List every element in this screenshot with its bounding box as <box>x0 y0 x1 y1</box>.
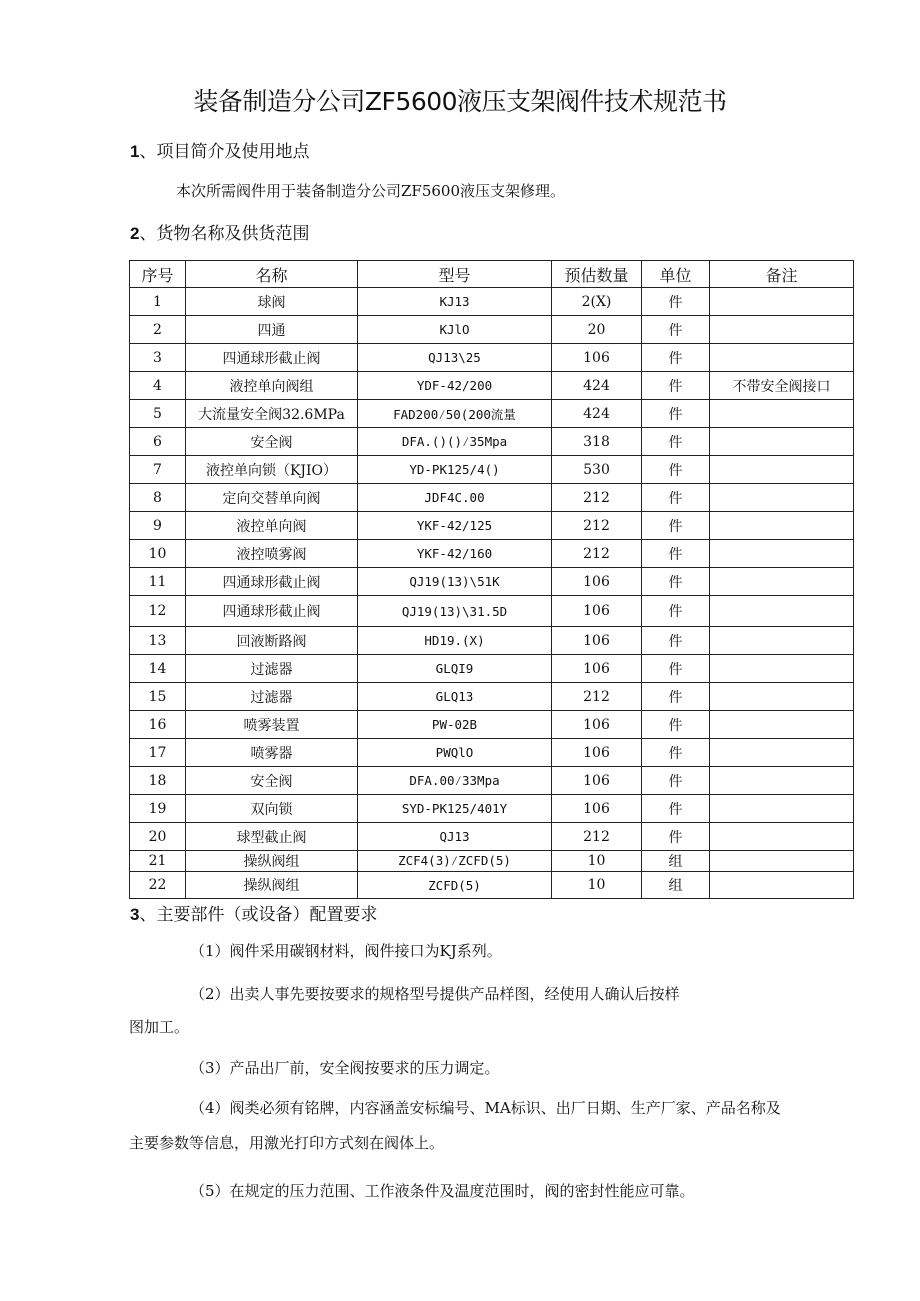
table-row <box>130 372 854 400</box>
model-cell: DFA.00⁄33Mpa <box>358 767 552 795</box>
name-cell: 回液断路阀 <box>186 627 358 655</box>
model-cell: FAD200⁄50(200流量 <box>358 400 552 428</box>
remark-cell <box>710 568 854 596</box>
model-cell: SYD-PK125/401Y <box>358 795 552 823</box>
section-2-heading <box>130 219 309 244</box>
section-title: 项目简介及使用地点 <box>156 142 310 162</box>
table-row <box>130 627 854 655</box>
remark-cell <box>710 795 854 823</box>
section-1-heading <box>130 137 309 162</box>
table-row <box>130 540 854 568</box>
row-number-cell: 18 <box>130 767 186 795</box>
section-separator: 、 <box>139 224 157 244</box>
row-number-cell: 1 <box>130 288 186 316</box>
row-number-cell: 16 <box>130 711 186 739</box>
row-number-cell: 20 <box>130 823 186 851</box>
table-row <box>130 344 854 372</box>
unit-cell: 件 <box>642 400 710 428</box>
name-cell: 四通球形截止阀 <box>186 596 358 627</box>
section-number: 2 <box>130 224 140 243</box>
row-number-cell: 14 <box>130 655 186 683</box>
model-cell: YKF-42/160 <box>358 540 552 568</box>
quantity-cell: 106 <box>552 767 642 795</box>
quantity-cell: 2(X) <box>552 288 642 316</box>
quantity-cell: 10 <box>552 851 642 872</box>
quantity-cell: 106 <box>552 568 642 596</box>
table-header-row <box>130 261 854 288</box>
table-row <box>130 739 854 767</box>
intro-paragraph: 本次所需阀件用于装备制造分公司ZF5600液压支架修理。 <box>176 182 566 200</box>
header-cell: 型号 <box>358 261 552 288</box>
remark-cell <box>710 767 854 795</box>
requirement-1: （1）阀件采用碳钢材料，阀件接口为KJ系列。 <box>190 942 502 960</box>
remark-cell <box>710 288 854 316</box>
requirement-2: （2）出卖人事先要按要求的规格型号提供产品样图，经使用人确认后按样 <box>190 985 680 1003</box>
header-cell: 单位 <box>642 261 710 288</box>
table-row <box>130 456 854 484</box>
unit-cell: 件 <box>642 711 710 739</box>
model-cell: DFA.()()⁄35Mpa <box>358 428 552 456</box>
header-cell: 预估数量 <box>552 261 642 288</box>
model-cell: GLQI9 <box>358 655 552 683</box>
name-cell: 操纵阀组 <box>186 851 358 872</box>
name-cell: 定向交替单向阀 <box>186 484 358 512</box>
table-row <box>130 872 854 899</box>
table-row <box>130 596 854 627</box>
row-number-cell: 21 <box>130 851 186 872</box>
section-separator: 、 <box>139 905 157 925</box>
quantity-cell: 106 <box>552 627 642 655</box>
table-row <box>130 288 854 316</box>
quantity-cell: 212 <box>552 683 642 711</box>
unit-cell: 件 <box>642 428 710 456</box>
requirement-5: （5）在规定的压力范围、工作液条件及温度范围时，阀的密封性能应可靠。 <box>190 1182 695 1200</box>
quantity-cell: 106 <box>552 739 642 767</box>
quantity-cell: 106 <box>552 795 642 823</box>
row-number-cell: 4 <box>130 372 186 400</box>
table-row <box>130 568 854 596</box>
name-cell: 操纵阀组 <box>186 872 358 899</box>
row-number-cell: 5 <box>130 400 186 428</box>
row-number-cell: 12 <box>130 596 186 627</box>
name-cell: 过滤器 <box>186 655 358 683</box>
unit-cell: 组 <box>642 872 710 899</box>
remark-cell <box>710 596 854 627</box>
row-number-cell: 6 <box>130 428 186 456</box>
quantity-cell: 106 <box>552 655 642 683</box>
header-cell: 备注 <box>710 261 854 288</box>
name-cell: 安全阀 <box>186 767 358 795</box>
remark-cell <box>710 540 854 568</box>
unit-cell: 件 <box>642 288 710 316</box>
remark-cell: 不带安全阀接口 <box>710 372 854 400</box>
row-number-cell: 11 <box>130 568 186 596</box>
row-number-cell: 9 <box>130 512 186 540</box>
table-row <box>130 823 854 851</box>
name-cell: 四通 <box>186 316 358 344</box>
quantity-cell: 212 <box>552 512 642 540</box>
name-cell: 球型截止阀 <box>186 823 358 851</box>
model-cell: HD19.(X) <box>358 627 552 655</box>
model-cell: YD-PK125/4() <box>358 456 552 484</box>
quantity-cell: 424 <box>552 372 642 400</box>
model-cell: QJ13\25 <box>358 344 552 372</box>
row-number-cell: 8 <box>130 484 186 512</box>
section-number: 3 <box>130 905 140 924</box>
remark-cell <box>710 400 854 428</box>
unit-cell: 件 <box>642 512 710 540</box>
model-cell: KJ13 <box>358 288 552 316</box>
unit-cell: 件 <box>642 655 710 683</box>
name-cell: 过滤器 <box>186 683 358 711</box>
table-row <box>130 512 854 540</box>
remark-cell <box>710 428 854 456</box>
quantity-cell: 106 <box>552 344 642 372</box>
name-cell: 安全阀 <box>186 428 358 456</box>
model-cell: ZCFD(5) <box>358 872 552 899</box>
name-cell: 喷雾装置 <box>186 711 358 739</box>
section-title: 主要部件（或设备）配置要求 <box>156 905 378 925</box>
unit-cell: 件 <box>642 344 710 372</box>
quantity-cell: 20 <box>552 316 642 344</box>
unit-cell: 件 <box>642 767 710 795</box>
model-cell: QJ13 <box>358 823 552 851</box>
row-number-cell: 7 <box>130 456 186 484</box>
name-cell: 液控单向阀组 <box>186 372 358 400</box>
model-cell: PWQlO <box>358 739 552 767</box>
row-number-cell: 15 <box>130 683 186 711</box>
quantity-cell: 106 <box>552 711 642 739</box>
table-row <box>130 683 854 711</box>
remark-cell <box>710 627 854 655</box>
document-title: 装备制造分公司ZF5600液压支架阀件技术规范书 <box>193 87 727 116</box>
remark-cell <box>710 851 854 872</box>
requirement-3: （3）产品出厂前，安全阀按要求的压力调定。 <box>190 1059 500 1077</box>
unit-cell: 件 <box>642 456 710 484</box>
quantity-cell: 318 <box>552 428 642 456</box>
header-cell: 序号 <box>130 261 186 288</box>
row-number-cell: 13 <box>130 627 186 655</box>
unit-cell: 件 <box>642 484 710 512</box>
valve-spec-table <box>129 260 854 899</box>
unit-cell: 件 <box>642 316 710 344</box>
row-number-cell: 17 <box>130 739 186 767</box>
name-cell: 球阀 <box>186 288 358 316</box>
quantity-cell: 10 <box>552 872 642 899</box>
name-cell: 液控单向锁（KJIO） <box>186 456 358 484</box>
unit-cell: 件 <box>642 596 710 627</box>
table-row <box>130 400 854 428</box>
remark-cell <box>710 344 854 372</box>
name-cell: 液控单向阀 <box>186 512 358 540</box>
requirement-4: （4）阀类必须有铭牌，内容涵盖安标编号、MA标识、出厂日期、生产厂家、产品名称及 <box>190 1099 781 1117</box>
row-number-cell: 22 <box>130 872 186 899</box>
table-row <box>130 795 854 823</box>
quantity-cell: 212 <box>552 540 642 568</box>
remark-cell <box>710 739 854 767</box>
name-cell: 双向锁 <box>186 795 358 823</box>
table-row <box>130 316 854 344</box>
model-cell: KJlO <box>358 316 552 344</box>
remark-cell <box>710 512 854 540</box>
unit-cell: 件 <box>642 795 710 823</box>
table-row <box>130 484 854 512</box>
remark-cell <box>710 823 854 851</box>
remark-cell <box>710 484 854 512</box>
row-number-cell: 2 <box>130 316 186 344</box>
name-cell: 喷雾器 <box>186 739 358 767</box>
quantity-cell: 106 <box>552 596 642 627</box>
name-cell: 液控喷雾阀 <box>186 540 358 568</box>
unit-cell: 组 <box>642 851 710 872</box>
table-row <box>130 655 854 683</box>
quantity-cell: 424 <box>552 400 642 428</box>
quantity-cell: 212 <box>552 823 642 851</box>
unit-cell: 件 <box>642 568 710 596</box>
remark-cell <box>710 655 854 683</box>
table-row <box>130 711 854 739</box>
name-cell: 四通球形截止阀 <box>186 344 358 372</box>
requirement-2-continued: 图加工。 <box>129 1018 190 1036</box>
unit-cell: 件 <box>642 739 710 767</box>
unit-cell: 件 <box>642 540 710 568</box>
model-cell: PW-02B <box>358 711 552 739</box>
remark-cell <box>710 872 854 899</box>
remark-cell <box>710 711 854 739</box>
unit-cell: 件 <box>642 627 710 655</box>
model-cell: QJ19(13)\31.5D <box>358 596 552 627</box>
section-title: 货物名称及供货范围 <box>156 224 310 244</box>
row-number-cell: 19 <box>130 795 186 823</box>
quantity-cell: 212 <box>552 484 642 512</box>
table-row <box>130 851 854 872</box>
table-row <box>130 767 854 795</box>
table-row <box>130 428 854 456</box>
name-cell: 四通球形截止阀 <box>186 568 358 596</box>
quantity-cell: 530 <box>552 456 642 484</box>
name-cell: 大流量安全阀32.6MPa <box>186 400 358 428</box>
section-number: 1 <box>130 142 140 161</box>
model-cell: YDF-42/200 <box>358 372 552 400</box>
model-cell: ZCF4(3)⁄ZCFD(5) <box>358 851 552 872</box>
section-separator: 、 <box>139 142 157 162</box>
header-cell: 名称 <box>186 261 358 288</box>
row-number-cell: 3 <box>130 344 186 372</box>
unit-cell: 件 <box>642 372 710 400</box>
remark-cell <box>710 683 854 711</box>
unit-cell: 件 <box>642 683 710 711</box>
unit-cell: 件 <box>642 823 710 851</box>
model-cell: QJ19(13)\51K <box>358 568 552 596</box>
model-cell: JDF4C.00 <box>358 484 552 512</box>
remark-cell <box>710 316 854 344</box>
model-cell: GLQ13 <box>358 683 552 711</box>
remark-cell <box>710 456 854 484</box>
model-cell: YKF-42/125 <box>358 512 552 540</box>
section-3-heading <box>130 900 377 925</box>
row-number-cell: 10 <box>130 540 186 568</box>
requirement-4-continued: 主要参数等信息，用激光打印方式刻在阀体上。 <box>129 1134 445 1152</box>
